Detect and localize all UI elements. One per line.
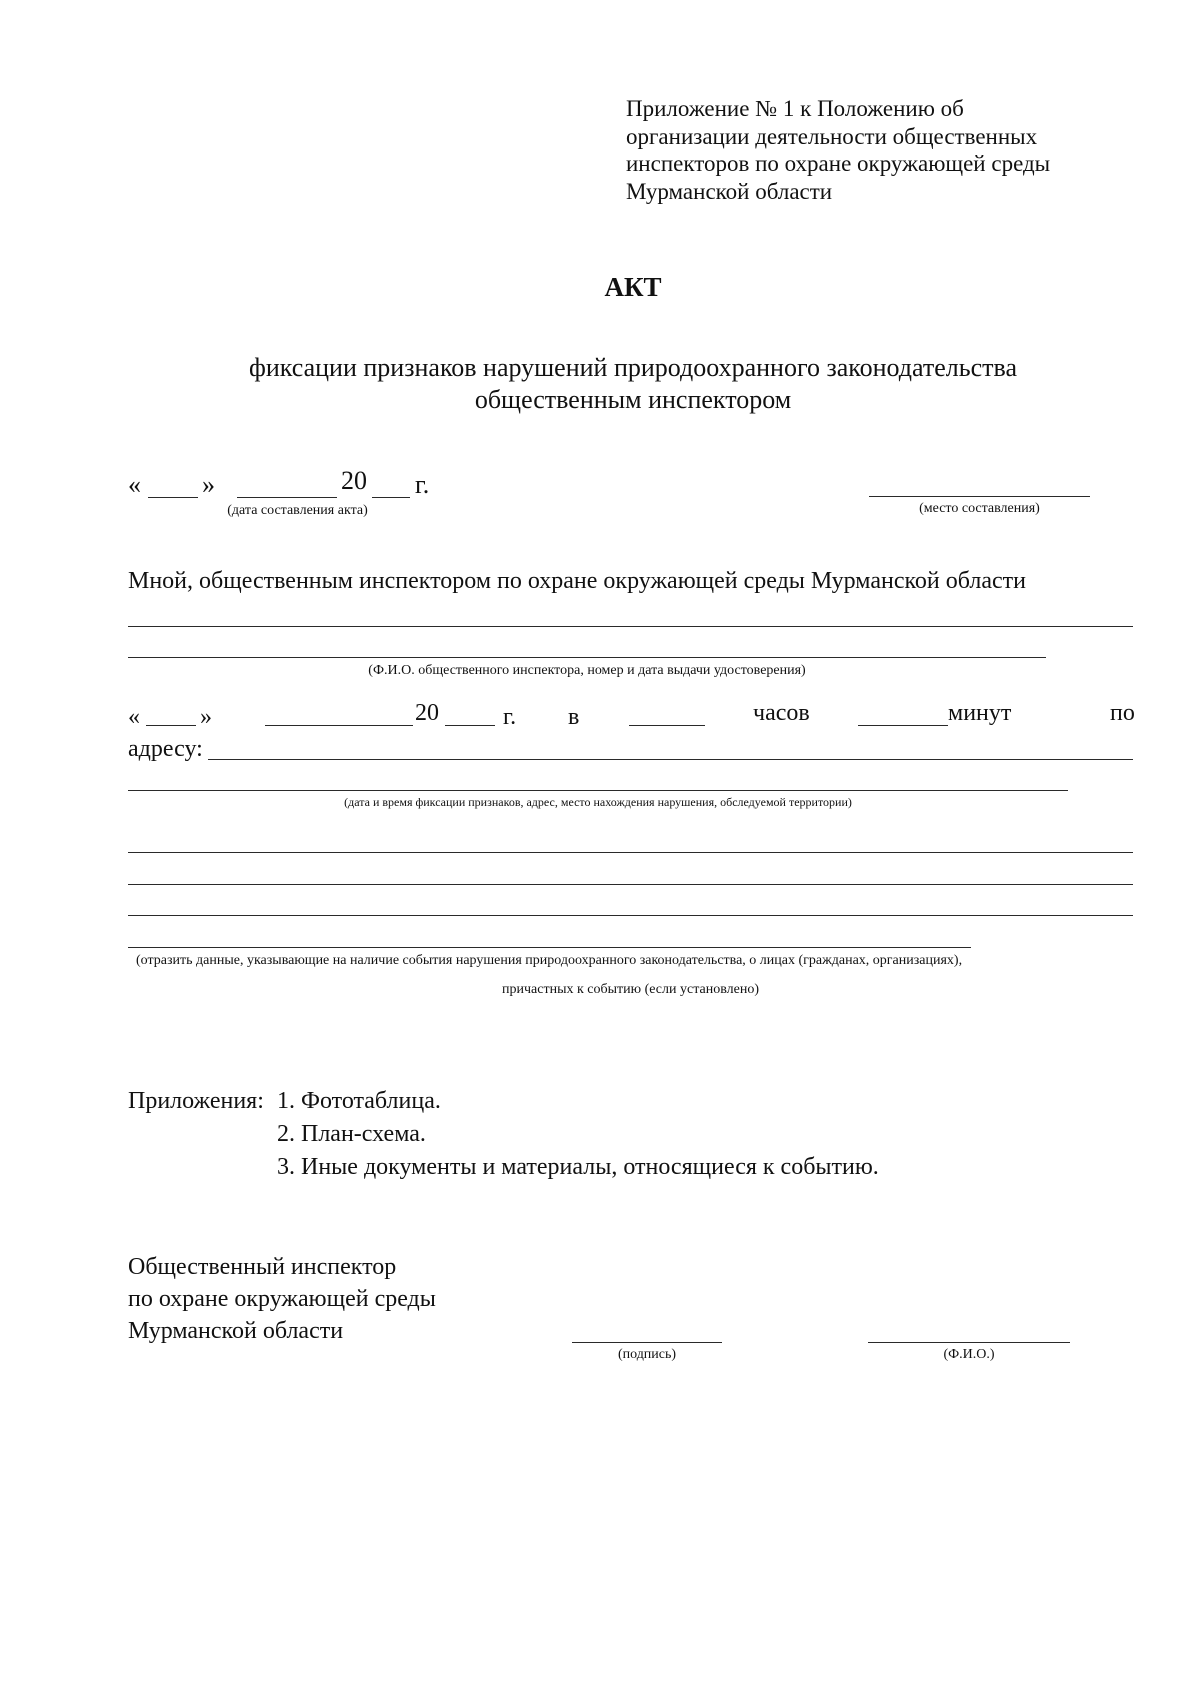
- fix-close-quote: »: [200, 704, 212, 730]
- appendix-line: инспекторов по охране окружающей среды: [626, 151, 1051, 176]
- attachments-label: Приложения:: [128, 1088, 264, 1114]
- details-line-4[interactable]: [128, 947, 971, 948]
- inspector-name-field-2[interactable]: [128, 657, 1046, 658]
- place-caption: (место составления): [919, 501, 1040, 516]
- fix-month-field[interactable]: [265, 725, 413, 726]
- date-year-prefix: 20: [341, 466, 367, 495]
- fix-address-field[interactable]: [208, 759, 1133, 760]
- fix-caption: (дата и время фиксации признаков, адрес, место нахождения нарушения, обследуемой территории): [344, 795, 852, 809]
- fix-address-label: адресу:: [128, 736, 203, 762]
- date-year-suffix: г.: [415, 470, 430, 499]
- fix-by-label: по: [1110, 700, 1135, 726]
- details-line-2[interactable]: [128, 884, 1133, 885]
- fix-address-field-2[interactable]: [128, 790, 1068, 791]
- details-line-3[interactable]: [128, 915, 1133, 916]
- inspector-intro: Мной, общественным инспектором по охране окружающей среды Мурманской области: [128, 568, 1026, 594]
- inspector-caption: (Ф.И.О. общественного инспектора, номер и дата выдачи удостоверения): [368, 663, 806, 678]
- subtitle-line: фиксации признаков нарушений природоохранного законодательства: [249, 353, 1017, 382]
- appendix-line: Мурманской области: [626, 178, 833, 204]
- document-subtitle: [100, 352, 1166, 416]
- date-open-quote: «: [128, 470, 141, 499]
- fix-hours-label: часов: [753, 700, 810, 726]
- fix-year-suffix: г.: [503, 704, 517, 730]
- fix-day-field[interactable]: [146, 725, 196, 726]
- signature-name-caption: (Ф.И.О.): [943, 1347, 995, 1362]
- details-line-1[interactable]: [128, 852, 1133, 853]
- date-year-field[interactable]: [372, 497, 410, 498]
- fix-hours-field[interactable]: [629, 725, 705, 726]
- signature-role-line: по охране окружающей среды: [128, 1286, 436, 1312]
- attachment-item: 1. Фототаблица.: [277, 1088, 441, 1114]
- date-caption: (дата составления акта): [227, 503, 368, 518]
- appendix-note: [626, 95, 1106, 205]
- signature-name-field[interactable]: [868, 1342, 1070, 1343]
- appendix-line: Приложение № 1 к Положению об: [626, 96, 964, 121]
- subtitle-line: общественным инспектором: [474, 385, 792, 414]
- fix-open-quote: «: [128, 704, 140, 730]
- signature-role-line: Общественный инспектор: [128, 1254, 397, 1280]
- fix-year-field[interactable]: [445, 725, 495, 726]
- fix-minutes-field[interactable]: [858, 725, 948, 726]
- place-field[interactable]: [869, 496, 1090, 497]
- date-month-field[interactable]: [237, 497, 337, 498]
- document-title: АКТ: [604, 272, 662, 302]
- signature-caption: (подпись): [617, 1347, 677, 1362]
- inspector-name-field[interactable]: [128, 626, 1133, 627]
- attachment-item: 2. План-схема.: [277, 1121, 426, 1147]
- date-close-quote: »: [202, 470, 215, 499]
- signature-role-line: Мурманской области: [128, 1318, 344, 1344]
- signature-role: [128, 1251, 436, 1347]
- details-caption-line-1: (отразить данные, указывающие на наличие события нарушения природоохранного законодательства, о лицах (гражданах, организациях),: [136, 953, 963, 968]
- fix-year-prefix: 20: [415, 700, 439, 726]
- attachment-item: 3. Иные документы и материалы, относящиеся к событию.: [277, 1154, 879, 1180]
- details-caption-line-2: причастных к событию (если установлено): [502, 982, 759, 997]
- signature-field[interactable]: [572, 1342, 722, 1343]
- date-day-field[interactable]: [148, 497, 198, 498]
- fix-at: в: [568, 704, 580, 730]
- appendix-line: организации деятельности общественных: [626, 123, 1038, 149]
- fix-minutes-label: минут: [948, 700, 1012, 726]
